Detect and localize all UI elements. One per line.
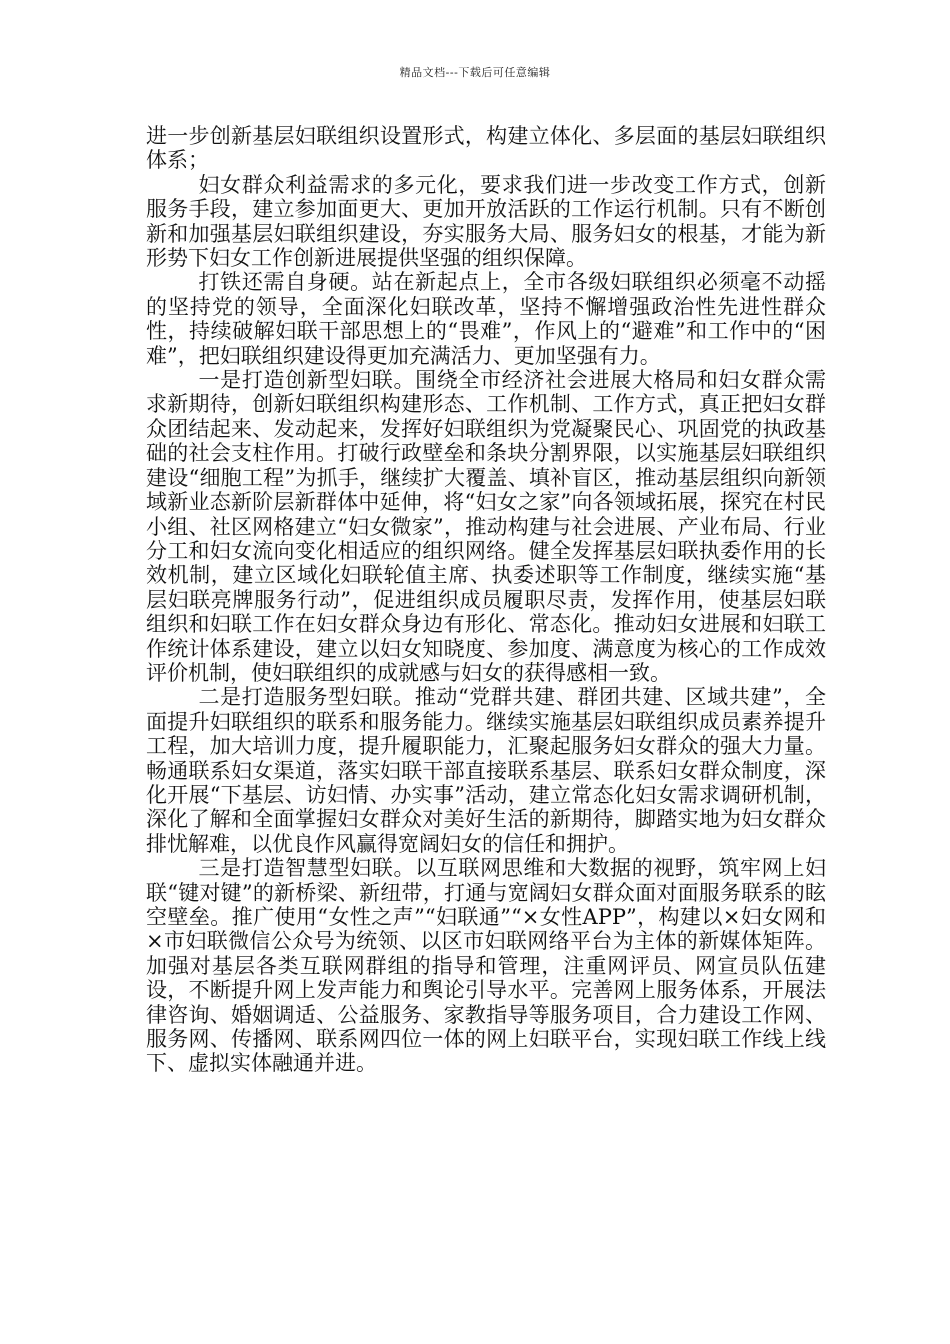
document-body	[146, 124, 826, 1076]
paragraph-3: 打铁还需自身硬。站在新起点上，全市各级妇联组织必须毫不动摇的坚持党的领导，全面深化妇联改革，坚持不懈增强政治性先进性群众性，持续破解妇联干部思想上的“畏难”，作风上的“避难”和工作中的“困难”，把妇联组织建设得更加充满活力、更加坚强有力。	[146, 270, 826, 368]
paragraph-1: 进一步创新基层妇联组织设置形式，构建立体化、多层面的基层妇联组织体系；	[146, 124, 826, 173]
page-header: 精品文档---下载后可任意编辑	[399, 66, 551, 79]
paragraph-5: 二是打造服务型妇联。推动“党群共建、群团共建、区域共建”，全面提升妇联组织的联系和服务能力。继续实施基层妇联组织成员素养提升工程，加大培训力度，提升履职能力，汇聚起服务妇女群众的强大力量。畅通联系妇女渠道，落实妇联干部直接联系基层、联系妇女群众制度，深化开展“下基层、访妇情、办实事”活动，建立常态化妇女需求调研机制，深化了解和全面掌握妇女群众对美好生活的新期待，脚踏实地为妇女群众排忧解难，以优良作风赢得宽阔妇女的信任和拥护。	[146, 685, 826, 856]
paragraph-4: 一是打造创新型妇联。围绕全市经济社会进展大格局和妇女群众需求新期待，创新妇联组织构建形态、工作机制、工作方式，真正把妇女群众团结起来、发动起来，发挥好妇联组织为党凝聚民心、巩固党的执政基础的社会支柱作用。打破行政壁垒和条块分割界限，以实施基层妇联组织建设“细胞工程”为抓手，继续扩大覆盖、填补盲区，推动基层组织向新领域新业态新阶层新群体中延伸，将“妇女之家”向各领域拓展，探究在村民小组、社区网格建立“妇女微家”，推动构建与社会进展、产业布局、行业分工和妇女流向变化相适应的组织网络。健全发挥基层妇联执委作用的长效机制，建立区域化妇联轮值主席、执委述职等工作制度，继续实施“基层妇联亮牌服务行动”，促进组织成员履职尽责，发挥作用，使基层妇联组织和妇联工作在妇女群众身边有形化、常态化。推动妇女进展和妇联工作统计体系建设，建立以妇女知晓度、参加度、满意度为核心的工作成效评价机制，使妇联组织的成就感与妇女的获得感相一致。	[146, 368, 826, 685]
paragraph-2: 妇女群众利益需求的多元化，要求我们进一步改变工作方式，创新服务手段，建立参加面更大、更加开放活跃的工作运行机制。只有不断创新和加强基层妇联组织建设，夯实服务大局、服务妇女的根基，才能为新形势下妇女工作创新进展提供坚强的组织保障。	[146, 172, 826, 271]
paragraph-6: 三是打造智慧型妇联。以互联网思维和大数据的视野，筑牢网上妇联“键对键”的新桥梁、新纽带，打通与宽阔妇女群众面对面服务联系的眩空壁垒。推广使用“女性之声”“妇联通”“×女性APP”，构建以×妇女网和×市妇联微信公众号为统领、以区市妇联网络平台为主体的新媒体矩阵。加强对基层各类互联网群组的指导和管理，注重网评员、网宣员队伍建设，不断提升网上发声能力和舆论引导水平。完善网上服务体系，开展法律咨询、婚姻调适、公益服务、家教指导等服务项目，合力建设工作网、服务网、传播网、联系网四位一体的网上妇联平台，实现妇联工作线上线下、虚拟实体融通并进。	[146, 856, 826, 1076]
